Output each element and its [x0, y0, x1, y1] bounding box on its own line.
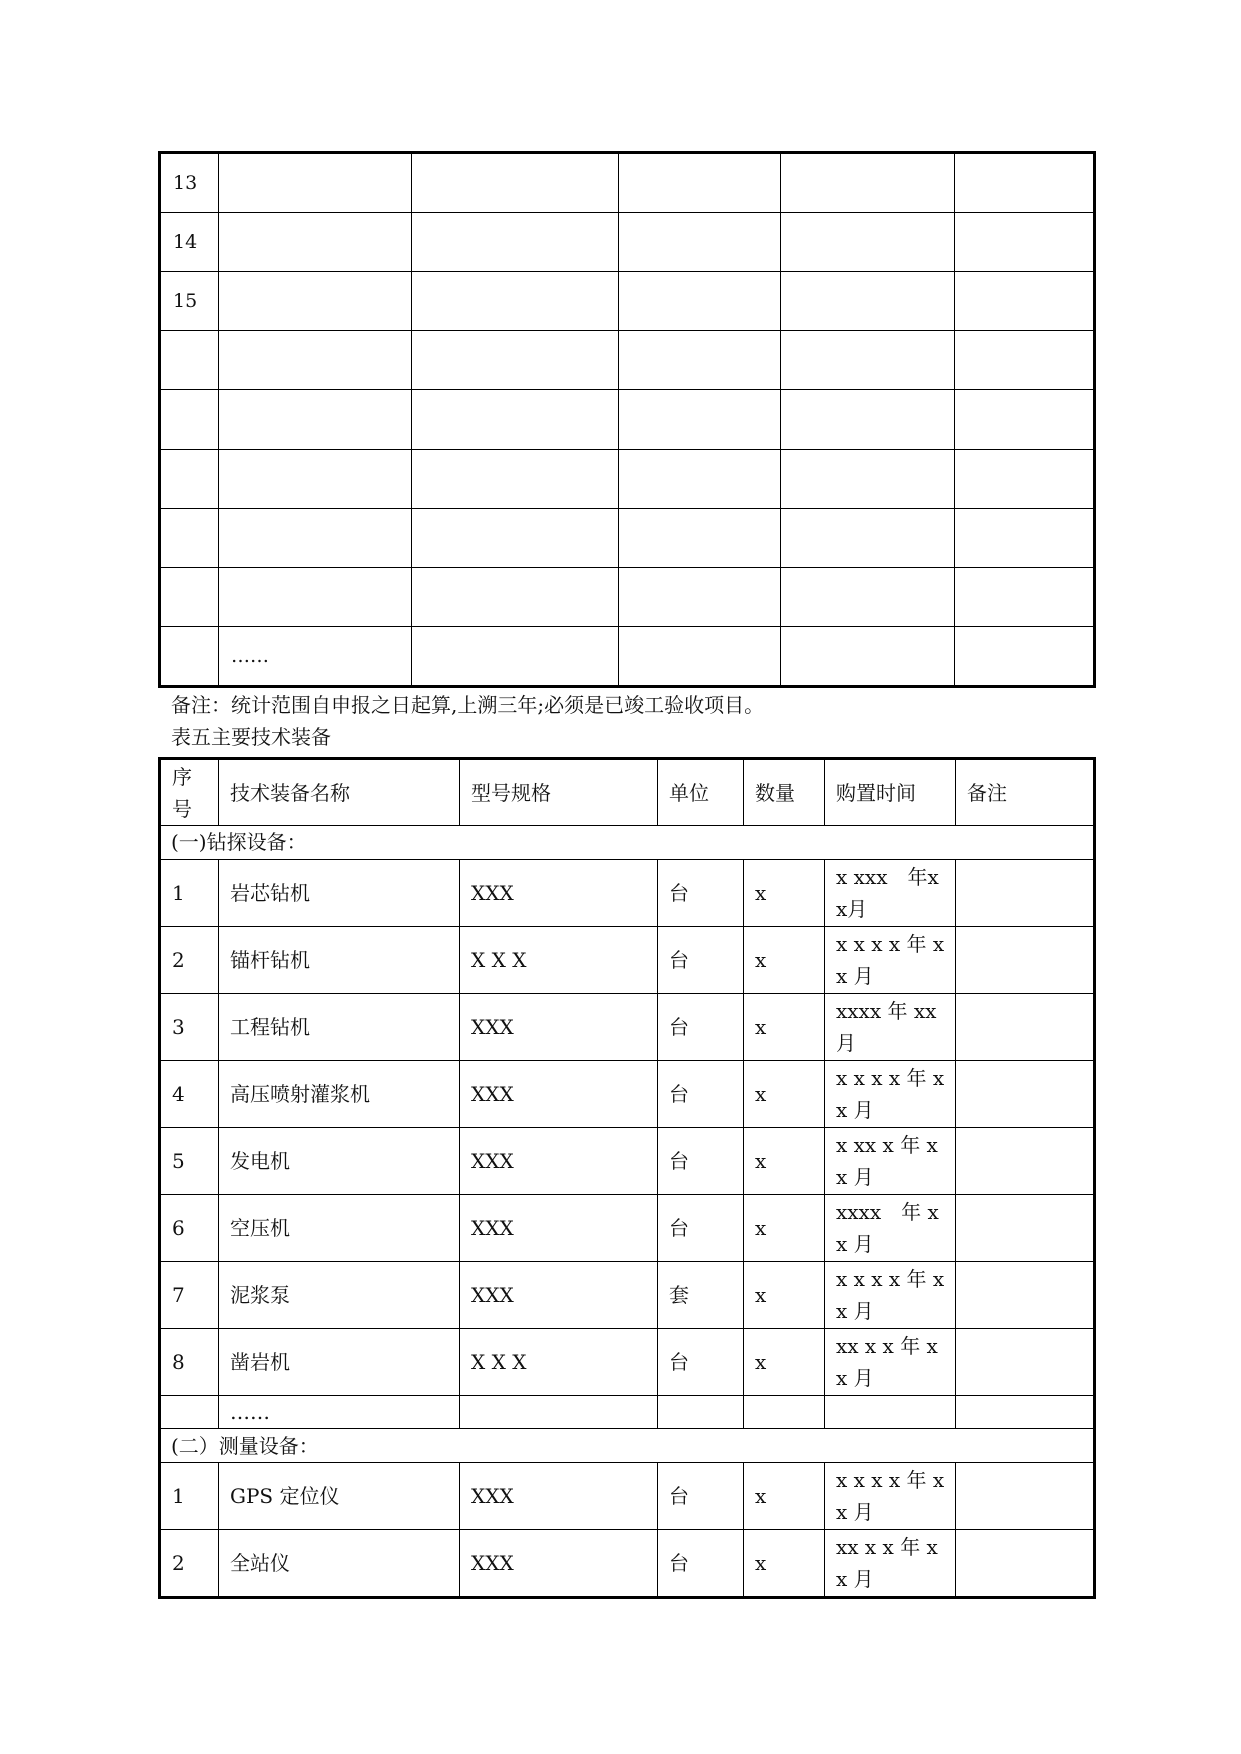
table-note: 备注：统计范围自申报之日起算,上溯三年;必须是已竣工验收项目。 — [171, 693, 765, 717]
equipment-remark — [956, 1529, 1095, 1597]
equipment-quantity: x — [744, 1462, 825, 1529]
equipment-purchase-time: xxxx 年 xx 月 — [825, 993, 956, 1060]
equipment-table — [158, 757, 1096, 1599]
header-cell-remark: 备注 — [956, 759, 1095, 826]
table-row — [160, 449, 1095, 508]
empty-cell — [412, 331, 619, 390]
empty-cell — [781, 508, 955, 567]
table-row — [160, 213, 1095, 272]
row-name — [219, 508, 412, 567]
empty-cell — [955, 508, 1095, 567]
row-number — [160, 449, 219, 508]
equipment-model: X X X — [460, 926, 658, 993]
equipment-name: 全站仪 — [219, 1529, 460, 1597]
row-number: 15 — [160, 272, 219, 331]
project-table-continued — [158, 151, 1096, 688]
equipment-row — [160, 1529, 1095, 1597]
equipment-model: XXX — [460, 1462, 658, 1529]
section-title-survey: (二）测量设备： — [160, 1429, 1095, 1463]
equipment-number: 2 — [160, 926, 219, 993]
empty-cell — [955, 449, 1095, 508]
equipment-model: XXX — [460, 859, 658, 926]
empty-cell — [619, 626, 781, 686]
row-number: 14 — [160, 213, 219, 272]
empty-cell — [955, 213, 1095, 272]
empty-cell — [955, 153, 1095, 213]
row-number — [160, 626, 219, 686]
row-name: …… — [219, 626, 412, 686]
equipment-quantity: x — [744, 859, 825, 926]
equipment-row — [160, 926, 1095, 993]
empty-cell — [781, 390, 955, 449]
equipment-number: 6 — [160, 1194, 219, 1261]
equipment-model: XXX — [460, 1060, 658, 1127]
empty-cell — [955, 626, 1095, 686]
equipment-purchase-time: x xx x 年 xx 月 — [825, 1127, 956, 1194]
equipment-quantity: x — [744, 1060, 825, 1127]
equipment-unit: 套 — [658, 1261, 744, 1328]
empty-cell — [412, 449, 619, 508]
empty-cell — [619, 331, 781, 390]
equipment-name: 凿岩机 — [219, 1328, 460, 1395]
equipment-purchase-time: xxxx 年 x x 月 — [825, 1194, 956, 1261]
equipment-unit: 台 — [658, 926, 744, 993]
empty-cell — [619, 153, 781, 213]
header-cell-no: 序号 — [160, 759, 219, 826]
equipment-remark — [956, 1261, 1095, 1328]
equipment-name: 锚杆钻机 — [219, 926, 460, 993]
empty-cell — [460, 1395, 658, 1429]
ellipsis-row — [160, 1395, 1095, 1429]
equipment-remark — [956, 993, 1095, 1060]
header-cell-qty: 数量 — [744, 759, 825, 826]
table-row — [160, 153, 1095, 213]
table-row — [160, 331, 1095, 390]
ellipsis-cell: …… — [219, 1395, 460, 1429]
header-cell-time: 购置时间 — [825, 759, 956, 826]
empty-cell — [412, 390, 619, 449]
empty-cell — [825, 1395, 956, 1429]
equipment-purchase-time: x x x x 年 x x 月 — [825, 926, 956, 993]
empty-cell — [412, 626, 619, 686]
equipment-row — [160, 1127, 1095, 1194]
empty-cell — [619, 567, 781, 626]
equipment-purchase-time: xx x x 年 x x 月 — [825, 1529, 956, 1597]
equipment-unit: 台 — [658, 859, 744, 926]
equipment-quantity: x — [744, 1127, 825, 1194]
empty-cell — [412, 213, 619, 272]
empty-cell — [619, 449, 781, 508]
row-number — [160, 331, 219, 390]
equipment-name: GPS 定位仪 — [219, 1462, 460, 1529]
row-number: 13 — [160, 153, 219, 213]
equipment-quantity: x — [744, 1529, 825, 1597]
equipment-number: 2 — [160, 1529, 219, 1597]
header-row — [160, 759, 1095, 826]
equipment-remark — [956, 859, 1095, 926]
row-number — [160, 508, 219, 567]
table-row — [160, 390, 1095, 449]
empty-cell — [781, 331, 955, 390]
equipment-unit: 台 — [658, 1194, 744, 1261]
equipment-row — [160, 1462, 1095, 1529]
equipment-quantity: x — [744, 1261, 825, 1328]
section-row — [160, 826, 1095, 860]
equipment-unit: 台 — [658, 1127, 744, 1194]
header-cell-name: 技术装备名称 — [219, 759, 460, 826]
equipment-purchase-time: x x x x 年 x x 月 — [825, 1060, 956, 1127]
ellipsis-cell-empty — [160, 1395, 219, 1429]
empty-cell — [781, 272, 955, 331]
equipment-row — [160, 1060, 1095, 1127]
equipment-remark — [956, 1194, 1095, 1261]
row-name — [219, 272, 412, 331]
equipment-name: 高压喷射灌浆机 — [219, 1060, 460, 1127]
empty-cell — [619, 213, 781, 272]
empty-cell — [781, 567, 955, 626]
header-cell-unit: 单位 — [658, 759, 744, 826]
equipment-model: XXX — [460, 993, 658, 1060]
empty-cell — [955, 567, 1095, 626]
equipment-quantity: x — [744, 1328, 825, 1395]
equipment-purchase-time: x xxx 年xx月 — [825, 859, 956, 926]
empty-cell — [619, 272, 781, 331]
empty-cell — [412, 272, 619, 331]
empty-cell — [658, 1395, 744, 1429]
equipment-remark — [956, 1060, 1095, 1127]
section-row — [160, 1429, 1095, 1463]
equipment-number: 8 — [160, 1328, 219, 1395]
equipment-name: 泥浆泵 — [219, 1261, 460, 1328]
equipment-number: 7 — [160, 1261, 219, 1328]
empty-cell — [955, 272, 1095, 331]
empty-cell — [781, 626, 955, 686]
equipment-unit: 台 — [658, 993, 744, 1060]
empty-cell — [956, 1395, 1095, 1429]
empty-cell — [781, 153, 955, 213]
equipment-row — [160, 1194, 1095, 1261]
row-name — [219, 449, 412, 508]
empty-cell — [619, 508, 781, 567]
equipment-purchase-time: xx x x 年 xx 月 — [825, 1328, 956, 1395]
equipment-model: XXX — [460, 1529, 658, 1597]
equipment-unit: 台 — [658, 1529, 744, 1597]
equipment-quantity: x — [744, 993, 825, 1060]
empty-cell — [744, 1395, 825, 1429]
row-name — [219, 153, 412, 213]
equipment-row — [160, 993, 1095, 1060]
header-cell-model: 型号规格 — [460, 759, 658, 826]
equipment-model: XXX — [460, 1261, 658, 1328]
equipment-unit: 台 — [658, 1328, 744, 1395]
equipment-name: 空压机 — [219, 1194, 460, 1261]
equipment-number: 5 — [160, 1127, 219, 1194]
section-title-drilling: (一)钻探设备： — [160, 826, 1095, 860]
equipment-number: 3 — [160, 993, 219, 1060]
equipment-remark — [956, 926, 1095, 993]
equipment-model: X X X — [460, 1328, 658, 1395]
equipment-name: 岩芯钻机 — [219, 859, 460, 926]
empty-cell — [781, 213, 955, 272]
row-number — [160, 390, 219, 449]
equipment-remark — [956, 1127, 1095, 1194]
table-row — [160, 508, 1095, 567]
equipment-model: XXX — [460, 1194, 658, 1261]
table-row — [160, 272, 1095, 331]
empty-cell — [412, 567, 619, 626]
equipment-number: 1 — [160, 1462, 219, 1529]
equipment-remark — [956, 1328, 1095, 1395]
equipment-number: 1 — [160, 859, 219, 926]
table-caption: 表五主要技术装备 — [171, 725, 331, 749]
empty-cell — [412, 153, 619, 213]
equipment-name: 工程钻机 — [219, 993, 460, 1060]
equipment-row — [160, 1328, 1095, 1395]
equipment-quantity: x — [744, 926, 825, 993]
row-name — [219, 390, 412, 449]
empty-cell — [955, 390, 1095, 449]
equipment-model: XXX — [460, 1127, 658, 1194]
row-name — [219, 567, 412, 626]
equipment-number: 4 — [160, 1060, 219, 1127]
row-name — [219, 213, 412, 272]
table-row — [160, 626, 1095, 686]
equipment-unit: 台 — [658, 1060, 744, 1127]
equipment-purchase-time: x x x x 年 xx 月 — [825, 1462, 956, 1529]
row-name — [219, 331, 412, 390]
row-number — [160, 567, 219, 626]
equipment-row — [160, 1261, 1095, 1328]
equipment-quantity: x — [744, 1194, 825, 1261]
equipment-row — [160, 859, 1095, 926]
equipment-unit: 台 — [658, 1462, 744, 1529]
empty-cell — [781, 449, 955, 508]
equipment-name: 发电机 — [219, 1127, 460, 1194]
empty-cell — [955, 331, 1095, 390]
equipment-remark — [956, 1462, 1095, 1529]
equipment-purchase-time: x x x x 年 xx 月 — [825, 1261, 956, 1328]
empty-cell — [619, 390, 781, 449]
table-row — [160, 567, 1095, 626]
empty-cell — [412, 508, 619, 567]
